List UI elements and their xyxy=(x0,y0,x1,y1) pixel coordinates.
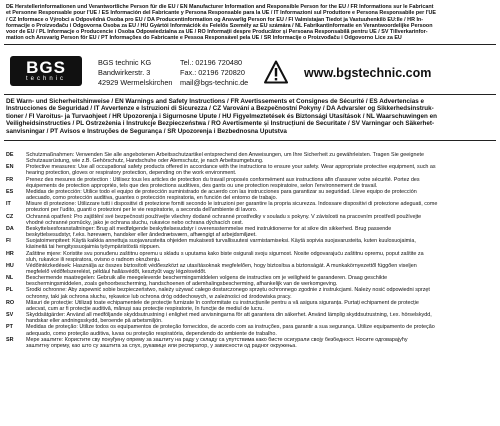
company-city: 42929 Wermelskirchen xyxy=(98,78,173,88)
website-link[interactable]: www.bgstechnic.com xyxy=(304,66,432,80)
company-contact xyxy=(180,58,248,89)
language-code: CZ xyxy=(6,213,14,220)
warning-triangle-icon xyxy=(264,60,288,84)
language-entry xyxy=(6,238,494,250)
entry-text-line: Schutzausrüstung, wie z.B. Gehörschutz, Handschuhe oder Atemschutz, je nach Arbeitsumgebung. xyxy=(26,158,264,165)
language-code: PT xyxy=(6,324,13,331)
language-code: NL xyxy=(6,275,14,282)
entry-text-line: équipements de protection appropriés, tels que des protections auditives, des gants ou une protection respiratoire, selon l'environnement de travail. xyxy=(26,182,378,189)
entry-text-line: Skyddsåtgärder: Använd all medföljande skyddsutrustning i enlighet med anvisningarna för att garantera din säkerhet. Använd lämplig skyddsutrustning, t.ex. hörselskydd, xyxy=(26,312,432,319)
safety-heading-line: sanvisningar / PT Avisos e Instruções de Segurança / SR Upozorenja i Bezbednosna Uputstva xyxy=(6,127,287,135)
safety-heading-line: DE Warn- und Sicherheitshinweise / EN Warnings and Safety Instructions / FR Avertissements et Consignes de Sécurité / ES Advertencias e xyxy=(6,98,425,105)
language-entry xyxy=(6,312,494,324)
language-entry xyxy=(6,324,494,336)
language-code: HU xyxy=(6,262,14,269)
safety-entries xyxy=(6,152,494,349)
language-code: EN xyxy=(6,164,14,171)
language-code: RO xyxy=(6,299,15,306)
entry-text-line: Schutzmaßnahmen: Verwenden Sie alle angebotenen Arbeitsschutzartikel entsprechend den Anweisungen, um Ihre Sicherheit zu gewährleisten. Tragen Sie geeignete xyxy=(26,152,424,158)
language-code: PL xyxy=(6,287,13,294)
company-email: mail@bgs-technic.de xyxy=(180,78,249,88)
manufacturer-info-heading xyxy=(6,4,494,42)
entry-text-line: Védőintézkedések: Használja az összes biztosított védőeszközt az utasításoknak megfelelően, hogy biztosítsa a biztonságát. A munkakörnyezettől függően viseljen xyxy=(26,262,417,269)
language-code: DE xyxy=(6,152,14,158)
entry-text-line: Medidas de proteção: Utilize todos os equipamentos de proteção fornecidos, de acordo com as instruções, para garantir a sua segurança. Utilize equipamento de proteção xyxy=(26,324,435,331)
company-name: BGS technic KG xyxy=(98,58,152,67)
divider xyxy=(4,140,496,141)
entry-text-line: handskar eller andningsskydd, beroende på arbetsmiljön. xyxy=(26,318,163,325)
entry-text-line: ochronny, taki jak ochrona słuchu, rękawice lub ochrona dróg oddechowych, w zależności od środowiska pracy. xyxy=(26,293,292,300)
heading-line: DE Herstellerinformationen und Verantwortliche Person für die EU / EN Manufacturer Information and Responsible Person for the EU / FR Informations sur le Fabricant xyxy=(6,4,434,10)
divider xyxy=(4,44,496,45)
entry-text-line: заштитну опрему, као што су заштита за слух, рукавице или респиратор, у зависности од радног окружења. xyxy=(26,342,297,349)
entry-text-line: vhodné ochranné pomůcky, jako je ochrana sluchu, rukavice nebo ochrana dýchacích cest. xyxy=(26,219,244,226)
entry-text-line: Ochranná opatření: Pro zajištění své bezpečnosti používejte všechny dodané ochranné prostředky v souladu s pokyny. V závislosti na pracovním prostředí používejte xyxy=(26,213,422,220)
language-code: IT xyxy=(6,201,11,208)
logo-text: BGS xyxy=(26,58,66,77)
entry-text-line: Beskyttelsesforanstaltninger: Brug alt medfølgende beskyttelsesudstyr i overensstemmelse med instruktionerne for at sikre din sikkerhed. Brug passende xyxy=(26,225,392,232)
language-entry xyxy=(6,189,494,201)
language-entry xyxy=(6,214,494,226)
company-street: Bandwirkerstr. 3 xyxy=(98,68,151,78)
safety-heading-line: Instrucciones de Seguridad / IT Avvertenze e Istruzioni di Sicurezza / CZ Varování a Bezpečnostní Pokyny / DA Advarsler og Sikkerhedsinstruk- xyxy=(6,105,434,113)
safety-heading-line: Veiligheidsinstructies / PL Ostrzeżenia i Instrukcje Bezpieczeństwa / RO Avertismente și Instrucțiuni de Securitate / SV Varningar och Säkerhet- xyxy=(6,120,435,128)
entry-text-line: beskyttelsesudstyr, f.eks. høreværn, handsker eller åndedrætsværn, afhængigt af arbejdsmiljøet. xyxy=(26,232,257,239)
language-entry xyxy=(6,251,494,263)
company-fax: Fax.: 02196 720820 xyxy=(180,68,245,78)
language-entry xyxy=(6,263,494,275)
entry-text-line: sluh, rukavice ili respiratora, ovisno o radnom okruženju. xyxy=(26,256,161,263)
entry-text-line: Zaštitne mjere: Koristite svu ponuđenu zaštitnu opremu u skladu s uputama kako biste osigurali svoju sigurnost. Nosite odgovarajuću zaštitnu opremu, poput zaštite za xyxy=(26,250,424,257)
entry-text-line: Misure di protezione: Utilizzare tutti i dispositivi di protezione forniti secondo le istruzioni per garantire la propria sicurezza. Indossare dispositivi di protezione adeguati, come xyxy=(26,201,438,208)
divider xyxy=(4,94,496,95)
language-code: FR xyxy=(6,176,14,183)
bgs-logo xyxy=(10,56,82,86)
entry-text-line: protezioni per l'udito, guanti o protezioni per le vie respiratorie, a seconda dell'ambiente di lavoro. xyxy=(26,207,258,214)
logo-subtext: technic xyxy=(25,76,66,82)
language-entry xyxy=(6,287,494,299)
language-entry xyxy=(6,201,494,213)
entry-text-line: Medidas de protección: Utilice todo el equipo de protección suministrado de acuerdo con las instrucciones para garantizar su seguridad. Lleve equipo de protección xyxy=(26,188,417,195)
language-code: FI xyxy=(6,238,11,245)
language-entry xyxy=(6,152,494,164)
entry-text-line: adequado, como proteção auditiva, luvas ou proteção respiratória, dependendo do ambiente de trabalho. xyxy=(26,330,277,337)
entry-text-line: adecvat, cum ar fi protecție auditivă, mănuși sau protecție respiratorie, în funcție de mediul de lucru. xyxy=(26,305,264,312)
language-entry xyxy=(6,226,494,238)
language-entry xyxy=(6,337,494,349)
heading-line: et Personne Responsable pour l'UE / ES Información del Fabricante y Persona Responsable para la UE / IT Informazioni sul Produttore e Persona Responsabile per l'UE xyxy=(6,10,437,17)
heading-line: formacije o Proizvođaču i Odgovorna Osoba za EU / HU Gyártói Információk és Felelős Személy az EU számára / NL Fabrikantinformatie en Verantwoordelijke Persoon xyxy=(6,22,433,29)
company-phone: Tel.: 02196 720480 xyxy=(180,58,243,67)
entry-text-line: Protective measures: Use all occupational safety products offered in accordance with the instructions to ensure your safety. Wear appropriate protective equipment, such as xyxy=(26,164,436,171)
language-code: SV xyxy=(6,312,14,319)
language-entry xyxy=(6,300,494,312)
language-code: HR xyxy=(6,250,14,257)
entry-text-line: käsineitä tai hengityssuojaimia työympäristöstä riippuen. xyxy=(26,244,161,251)
entry-text-line: Măsuri de protecție: Utilizați toate echipamentele de protecție furnizate în conformitate cu instrucțiunile pentru a vă asigura siguranța. Purtați echipament de protecție xyxy=(26,299,419,306)
heading-line: mation och Ansvarig Person för EU / PT Informações do Fabricante e Pessoa Responsável pela UE / SR Informacije o Proizvođaču i Odgovorno Lice za EU xyxy=(6,35,402,42)
entry-text-line: hearing protection, gloves or respiratory protection, depending on the work environment. xyxy=(26,170,237,177)
entry-text-line: megfelelő védőfelszerelést, például hallásvédőt, kesztyűt vagy légzésvédőt. xyxy=(26,268,207,275)
heading-line: voor de EU / PL Informacje o Producencie i Osoba Odpowiedzialna za UE / RO Informații despre Producător și Persoana Responsabilă pentru UE / SV Tillverkarinfor- xyxy=(6,29,428,36)
entry-text-line: Suojatoimenpiteet: Käytä kaikkia annettuja suojavarusteita ohjeiden mukaisesti turvallisuutesi varmistamiseksi. Käytä sopivia suojavarusteita, kuten kuulosuojaimia, xyxy=(26,238,416,245)
language-entry xyxy=(6,164,494,176)
company-address xyxy=(98,58,173,89)
entry-text-line: Środki ochronne: Aby zapewnić sobie bezpieczeństwo, należy używać całego dostarczonego sprzętu ochronnego zgodnie z instrukcjami. Należy nosić odpowiedni sprzęt xyxy=(26,287,430,294)
entry-text-line: Prenez des mesures de protection : Utilisez tous les articles de protection du travail proposés conformément aux instructions afin d'assurer votre sécurité. Portez des xyxy=(26,176,420,183)
language-entry xyxy=(6,275,494,287)
heading-line: / CZ Informace o Výrobci a Odpovědná Osoba pro EU / DA Producentinformation og Ansvarlig Person for EU / FI Valmistajan Tiedot ja Vastuuhenkilö EU:lle / HR In- xyxy=(6,16,424,23)
language-code: ES xyxy=(6,188,14,195)
entry-text-line: Beschermende maatregelen: Gebruik alle meegeleverde beschermingsmiddelen volgens de instructies om je veiligheid te garanderen. Draag geschikte xyxy=(26,275,388,282)
language-code: SR xyxy=(6,336,14,343)
safety-heading-line: tioner / FI Varoitus- ja Turvaohjeet / HR Upozorenja i Sigurnosne Upute / HU Figyelmeztetések és Biztonsági Utasítások / NL Waarschuwingen en xyxy=(6,112,437,120)
entry-text-line: adecuado, como protección auditiva, guantes o protección respiratoria, en función del entorno de trabajo. xyxy=(26,195,278,202)
safety-heading xyxy=(6,98,494,135)
language-entry xyxy=(6,177,494,189)
entry-text-line: Мере заштите: Користите сву понуђену опрему за заштиту на раду у складу са упутствима како бисте осигурали своју безбедност. Носите одговарајућу xyxy=(26,336,408,343)
entry-text-line: beschermingsmiddelen, zoals gehoorbescherming, handschoenen of ademhalingsbescherming, afhankelijk van de werkomgeving. xyxy=(26,281,338,288)
language-code: DA xyxy=(6,225,14,232)
